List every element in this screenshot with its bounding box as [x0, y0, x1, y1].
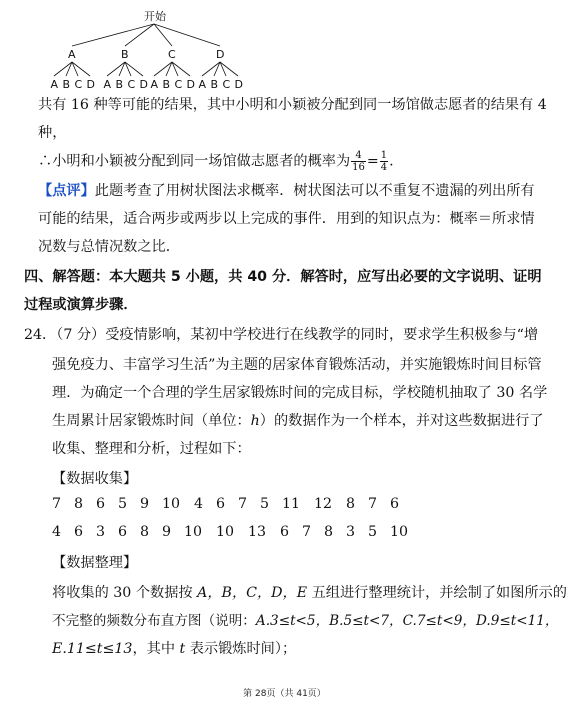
data-value: 8 [346, 496, 356, 512]
tree-leaf-a-b: B [62, 78, 71, 91]
tree-node-c: C [168, 48, 176, 61]
data-value: 10 [162, 496, 181, 512]
tree-leaf-b-c: C [127, 78, 136, 91]
data-organize-heading: 【数据整理】 [52, 555, 138, 571]
question-24-line-5: 收集、整理和分析，过程如下： [52, 441, 251, 457]
data-value: 13 [248, 524, 267, 540]
data-value: 9 [162, 524, 172, 540]
solution-line-3: ∴小明和小颖被分配到同一场馆做志愿者的概率为 $\frac{4}{16}$ = $\frac{1}{4}$ . [38, 150, 394, 173]
solution-line-3-text: ∴小明和小颖被分配到同一场馆做志愿者的概率为 [38, 153, 351, 170]
question-24-line-4: 生周累计居家锻炼时间（单位：h）的数据作为一个样本，并对这些数据进行了 [52, 413, 544, 429]
data-value: 8 [140, 524, 150, 540]
data-value: 6 [280, 524, 290, 540]
comment-line-3: 况数与总情况数之比． [38, 239, 180, 255]
tree-leaf-b-b: B [115, 78, 124, 91]
tree-leaf-b-a: A [103, 78, 112, 91]
data-row-2 [52, 524, 418, 540]
fraction-1-4: $\frac{1}{4}$ [380, 150, 388, 173]
data-value: 11 [282, 496, 301, 512]
data-value: 4 [52, 524, 62, 540]
section-heading-line-1: 四、解答题：本大题共 5 小题，共 40 分．解答时，应写出必要的文字说明、证明 [24, 269, 542, 285]
question-24-line-2: 强免疫力、丰富学习生活”为主题的居家体育锻炼活动，并实施锻炼时间目标管 [52, 357, 542, 373]
tree-leaf-a-d: D [86, 78, 95, 91]
organize-line-1: 将收集的 30 个数据按 A，B，C，D，E 五组进行整理统计，并绘制了如图所示的 [52, 585, 567, 601]
section-heading-line-2: 过程或演算步骤． [24, 297, 138, 313]
tree-leaf-d-d: D [234, 78, 243, 91]
tree-node-b: B [121, 48, 129, 61]
question-24-line-1: 24．（7 分）受疫情影响，某初中学校进行在线教学的同时，要求学生积极参与“增 [24, 327, 539, 343]
tree-leaf-c-a: A [150, 78, 159, 91]
data-value: 10 [184, 524, 203, 540]
tree-leaf-a-c: C [74, 78, 83, 91]
data-value: 10 [216, 524, 235, 540]
data-value: 3 [96, 524, 106, 540]
data-value: 7 [238, 496, 248, 512]
data-value: 8 [324, 524, 334, 540]
organize-line-2: 不完整的频数分布直方图（说明：A.3≤t<5，B.5≤t<7，C.7≤t<9，D.9≤t<11， [52, 613, 559, 629]
data-value: 5 [368, 524, 378, 540]
solution-line-1: 共有 16 种等可能的结果，其中小明和小颖被分配到同一场馆做志愿者的结果有 4 [38, 97, 547, 113]
data-row-1 [52, 496, 412, 512]
comment-tag: 【点评】 [38, 183, 95, 199]
tree-leaf-d-a: A [198, 78, 207, 91]
data-value: 7 [52, 496, 62, 512]
data-value: 9 [140, 496, 150, 512]
tree-leaf-b-d: D [139, 78, 148, 91]
data-value: 7 [368, 496, 378, 512]
data-value: 6 [216, 496, 226, 512]
data-value: 7 [302, 524, 312, 540]
comment-line-1: 【点评】此题考查了用树状图法求概率．树状图法可以不重复不遗漏的列出所有 [38, 183, 535, 199]
data-value: 5 [260, 496, 270, 512]
tree-leaf-a-a: A [50, 78, 59, 91]
page-footer: 第 28页（共 41页） [243, 689, 326, 699]
tree-node-d: D [216, 48, 225, 61]
data-value: 8 [74, 496, 84, 512]
tree-leaf-c-d: D [186, 78, 195, 91]
data-collection-heading: 【数据收集】 [52, 471, 138, 487]
tree-root-label: 开始 [144, 10, 166, 23]
question-24-line-3: 理．为确定一个合理的学生居家锻炼时间的完成目标，学校随机抽取了 30 名学 [52, 385, 548, 401]
fraction-4-16: $\frac{4}{16}$ [352, 150, 365, 173]
data-value: 6 [74, 524, 84, 540]
data-value: 3 [346, 524, 356, 540]
data-value: 6 [118, 524, 128, 540]
comment-line-2: 可能的结果，适合两步或两步以上完成的事件．用到的知识点为：概率＝所求情 [38, 211, 535, 227]
data-value: 6 [390, 496, 400, 512]
data-value: 4 [194, 496, 204, 512]
data-value: 12 [314, 496, 333, 512]
data-value: 6 [96, 496, 106, 512]
tree-node-a: A [68, 48, 76, 61]
tree-leaf-c-b: B [162, 78, 171, 91]
tree-leaf-c-c: C [174, 78, 183, 91]
tree-leaf-d-c: C [222, 78, 231, 91]
data-value: 10 [390, 524, 409, 540]
organize-line-3: E.11≤t≤13，其中 t 表示锻炼时间）； [52, 641, 297, 657]
tree-diagram [48, 8, 288, 92]
solution-line-2: 种， [38, 125, 67, 141]
data-value: 5 [118, 496, 128, 512]
tree-leaf-d-b: B [210, 78, 219, 91]
